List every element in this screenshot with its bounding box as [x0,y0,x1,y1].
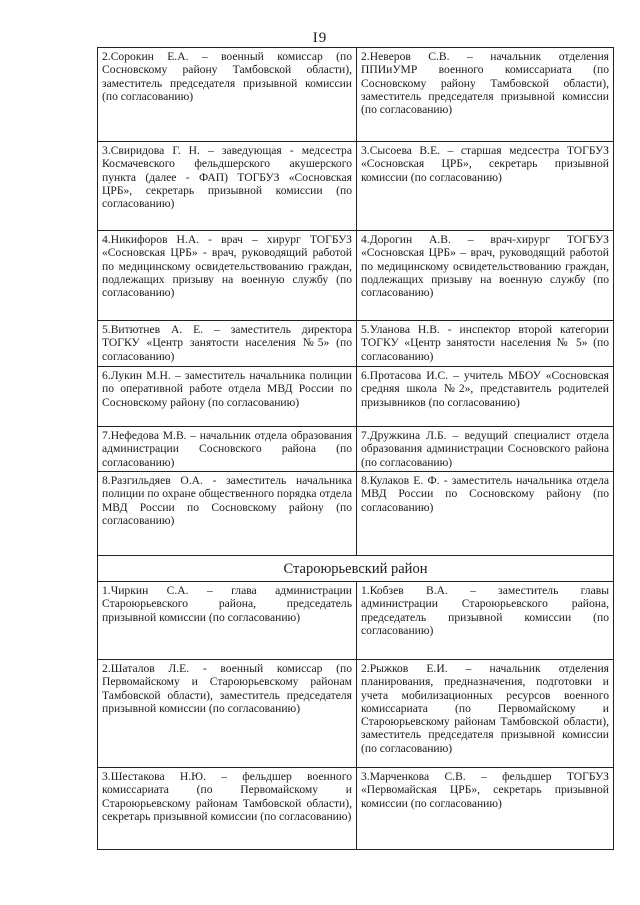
substitute-cell: 8.Кулаков Е. Ф. - заместитель начальника отдела МВД России по Сосновскому району (по согласованию) [357,472,614,556]
page-number: I9 [312,30,328,46]
member-cell: 4.Никифоров Н.А. - врач – хирург ТОГБУЗ «Сосновская ЦРБ» - врач, руководящий работой по медицинскому освидетельствованию граждан, подлежащих призыву на военную службу (по согласованию) [98,231,357,321]
substitute-cell: 2.Рыжков Е.И. – начальник отделения планирования, предназначения, подготовки и учета мобилизационных ресурсов военного комиссариата (по Первомайскому и Староюрьевскому районам Тамбовской области), заместитель председателя призывной комиссии (по согласованию) [357,660,614,768]
substitute-cell: 2.Неверов С.В. – начальник отделения ППИиУМР военного комиссариата (по Сосновскому району Тамбовской области), заместитель председателя призывной комиссии (по согласованию) [357,48,614,142]
table-row [98,427,614,472]
table-row [98,582,614,660]
commission-table [97,47,614,850]
table-row [98,472,614,556]
member-cell: 7.Нефедова М.В. – начальник отдела образования администрации Сосновского района (по согласованию) [98,427,357,472]
substitute-cell: 6.Протасова И.С. – учитель МБОУ «Сосновская средняя школа №2», представитель родителей призывников (по согласованию) [357,367,614,427]
table-row [98,660,614,768]
member-cell: 3.Свиридова Г. Н. – заведующая - медсестра Космачевского фельдшерского акушерского пункта (далее - ФАП) ТОГБУЗ «Сосновская ЦРБ», секретарь призывной комиссии (по согласованию) [98,142,357,231]
member-cell: 8.Разгильдяев О.А. - заместитель начальника полиции по охране общественного порядка отдела МВД России по Сосновскому району (по согласованию) [98,472,357,556]
table-row [98,142,614,231]
substitute-cell: 3.Сысоева В.Е. – старшая медсестра ТОГБУЗ «Сосновская ЦРБ», секретарь призывной комиссии (по согласованию) [357,142,614,231]
member-cell: 1.Чиркин С.А. – глава администрации Староюрьевского района, председатель призывной комиссии (по согласованию) [98,582,357,660]
section-header-row [98,556,614,582]
substitute-cell: 3.Марченкова С.В. – фельдшер ТОГБУЗ «Первомайская ЦРБ», секретарь призывной комиссии (по согласованию) [357,768,614,850]
member-cell: 2.Шаталов Л.Е. - военный комиссар (по Первомайскому и Староюрьевскому районам Тамбовской области), заместитель председателя призывной комиссии (по согласованию) [98,660,357,768]
substitute-cell: 7.Дружкина Л.Б. – ведущий специалист отдела образования администрации Сосновского района (по согласованию) [357,427,614,472]
table-row [98,48,614,142]
member-cell: 6.Лукин М.Н. – заместитель начальника полиции по оперативной работе отдела МВД России по Сосновскому району (по согласованию) [98,367,357,427]
table-row [98,231,614,321]
table-row [98,321,614,367]
substitute-cell: 1.Кобзев В.А. – заместитель главы администрации Староюрьевского района, председатель призывной комиссии (по согласованию) [357,582,614,660]
section-title: Староюрьевский район [98,556,614,582]
table-row [98,367,614,427]
member-cell: 3.Шестакова Н.Ю. – фельдшер военного комиссариата (по Первомайскому и Староюрьевскому районам Тамбовской области), секретарь призывной комиссии (по согласованию) [98,768,357,850]
table-row [98,768,614,850]
member-cell: 5.Витютнев А. Е. – заместитель директора ТОГКУ «Центр занятости населения №5» (по согласованию) [98,321,357,367]
member-cell: 2.Сорокин Е.А. – военный комиссар (по Сосновскому району Тамбовской области), заместитель председателя призывной комиссии (по согласованию) [98,48,357,142]
substitute-cell: 4.Дорогин А.В. – врач-хирург ТОГБУЗ «Сосновская ЦРБ» – врач, руководящий работой по медицинскому освидетельствованию граждан, подлежащих призыву на военную службу (по согласованию) [357,231,614,321]
substitute-cell: 5.Уланова Н.В. - инспектор второй категории ТОГКУ «Центр занятости населения № 5» (по согласованию) [357,321,614,367]
